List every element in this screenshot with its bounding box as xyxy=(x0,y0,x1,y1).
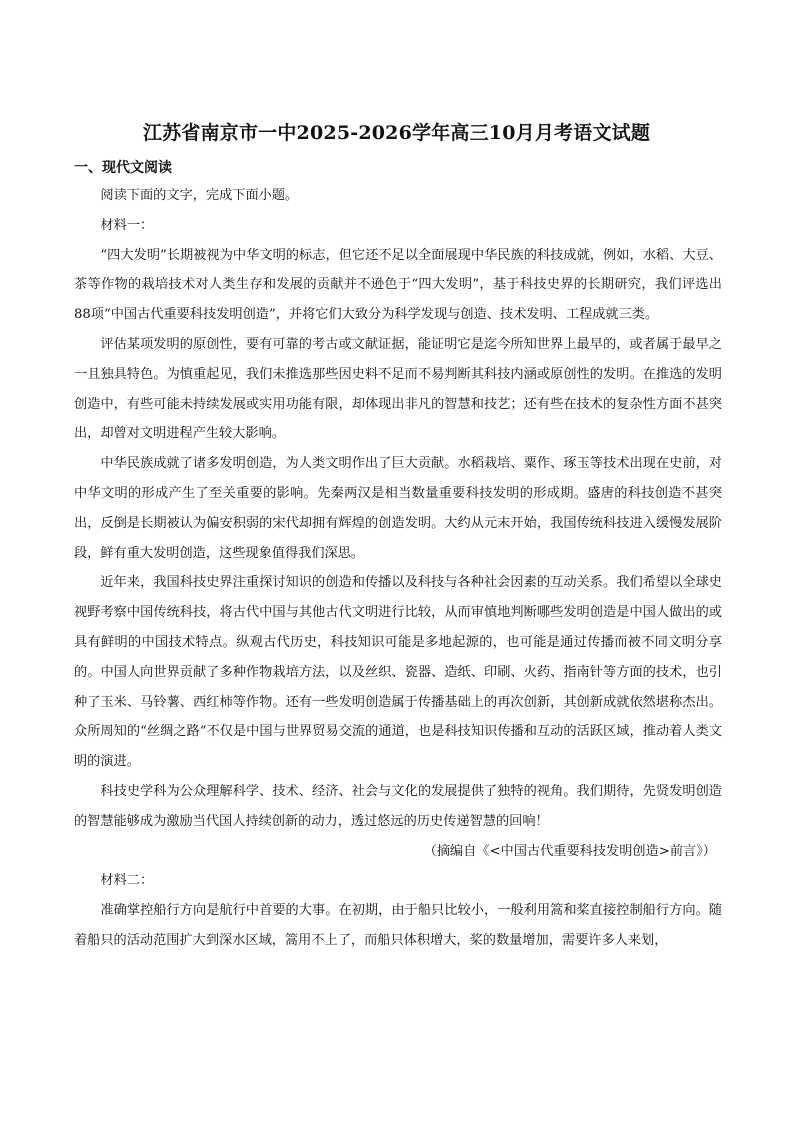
material2-label: 材料二： xyxy=(100,873,154,889)
material1-paragraph-5: 科技史学科为公众理解科学、技术、经济、社会与文化的发展提供了独特的视角。我们期待，先贤发明创造的智慧能够成为激励当代国人持续创新的动力，透过悠远的历史传递智慧的回响！ xyxy=(74,783,722,829)
page-title: 江苏省南京市一中2025-2026学年高三10月月考语文试题 xyxy=(142,122,651,144)
instruction-text: 阅读下面的文字，完成下面小题。 xyxy=(100,188,299,203)
material1-paragraph-1: “四大发明”长期被视为中华文明的标志，但它还不足以全面展现中华民族的科技成就，例如，水稻、大豆、茶等作物的栽培技术对人类生存和发展的贡献并不逊色于“四大发明”，基于科技史界的长期研究，我们评选出88项“中国古代重要科技发明创造”，并将它们大致分为科学发现与创造、技术发明、工程成就三类。 xyxy=(74,247,722,323)
material1-paragraph-3: 中华民族成就了诸多发明创造，为人类文明作出了巨大贡献。水稻栽培、粟作、琢玉等技术出现在史前，对中华文明的形成产生了至关重要的影响。先秦两汉是相当数量重要科技发明的形成期。盛唐的科技创造不甚突出，反倒是长期被认为偏安积弱的宋代却拥有辉煌的创造发明。大约从元末开始，我国传统科技进入缓慢发展阶段，鲜有重大发明创造，这些现象值得我们深思。 xyxy=(74,456,722,561)
section-heading: 一、现代文阅读 xyxy=(74,160,172,176)
material1-source: （摘编自《<中国古代重要科技发明创造>前言》） xyxy=(423,843,716,859)
material1-label: 材料一： xyxy=(100,217,154,233)
material2-paragraph-1: 准确掌控船行方向是航行中首要的大事。在初期，由于船只比较小，一般利用篙和桨直接控制船行方向。随着船只的活动范围扩大到深水区域，篙用不上了，而船只体积增大，桨的数量增加，需要许多人来划， xyxy=(74,903,722,948)
material1-paragraph-4: 近年来，我国科技史界注重探讨知识的创造和传播以及科技与各种社会因素的互动关系。我们希望以全球史视野考察中国传统科技，将古代中国与其他古代文明进行比较，从而审慎地判断哪些发明创造是中国人做出的或具有鲜明的中国技术特点。纵观古代历史，科技知识可能是多地起源的，也可能是通过传播而被不同文明分享的。中国人向世界贡献了多种作物栽培方法，以及丝织、瓷器、造纸、印刷、火药、指南针等方面的技术，也引种了玉米、马铃薯、西红柿等作物。还有一些发明创造属于传播基础上的再次创新，其创新成就依然堪称杰出。众所周知的“丝绸之路”不仅是中国与世界贸易交流的通道，也是科技知识传播和互动的活跃区域，推动着人类文明的演进。 xyxy=(74,575,722,770)
reading-passage xyxy=(74,181,722,956)
material1-paragraph-2: 评估某项发明的原创性，要有可靠的考古或文献证据，能证明它是迄今所知世界上最早的，或者属于最早之一且独具特色。为慎重起见，我们未推选那些因史料不足而不易判断其科技内涵或原创性的发明。在推选的发明创造中，有些可能未持续发展或实用功能有限，却体现出非凡的智慧和技艺；还有些在技术的复杂性方面不甚突出，却曾对文明进程产生较大影响。 xyxy=(74,336,722,442)
